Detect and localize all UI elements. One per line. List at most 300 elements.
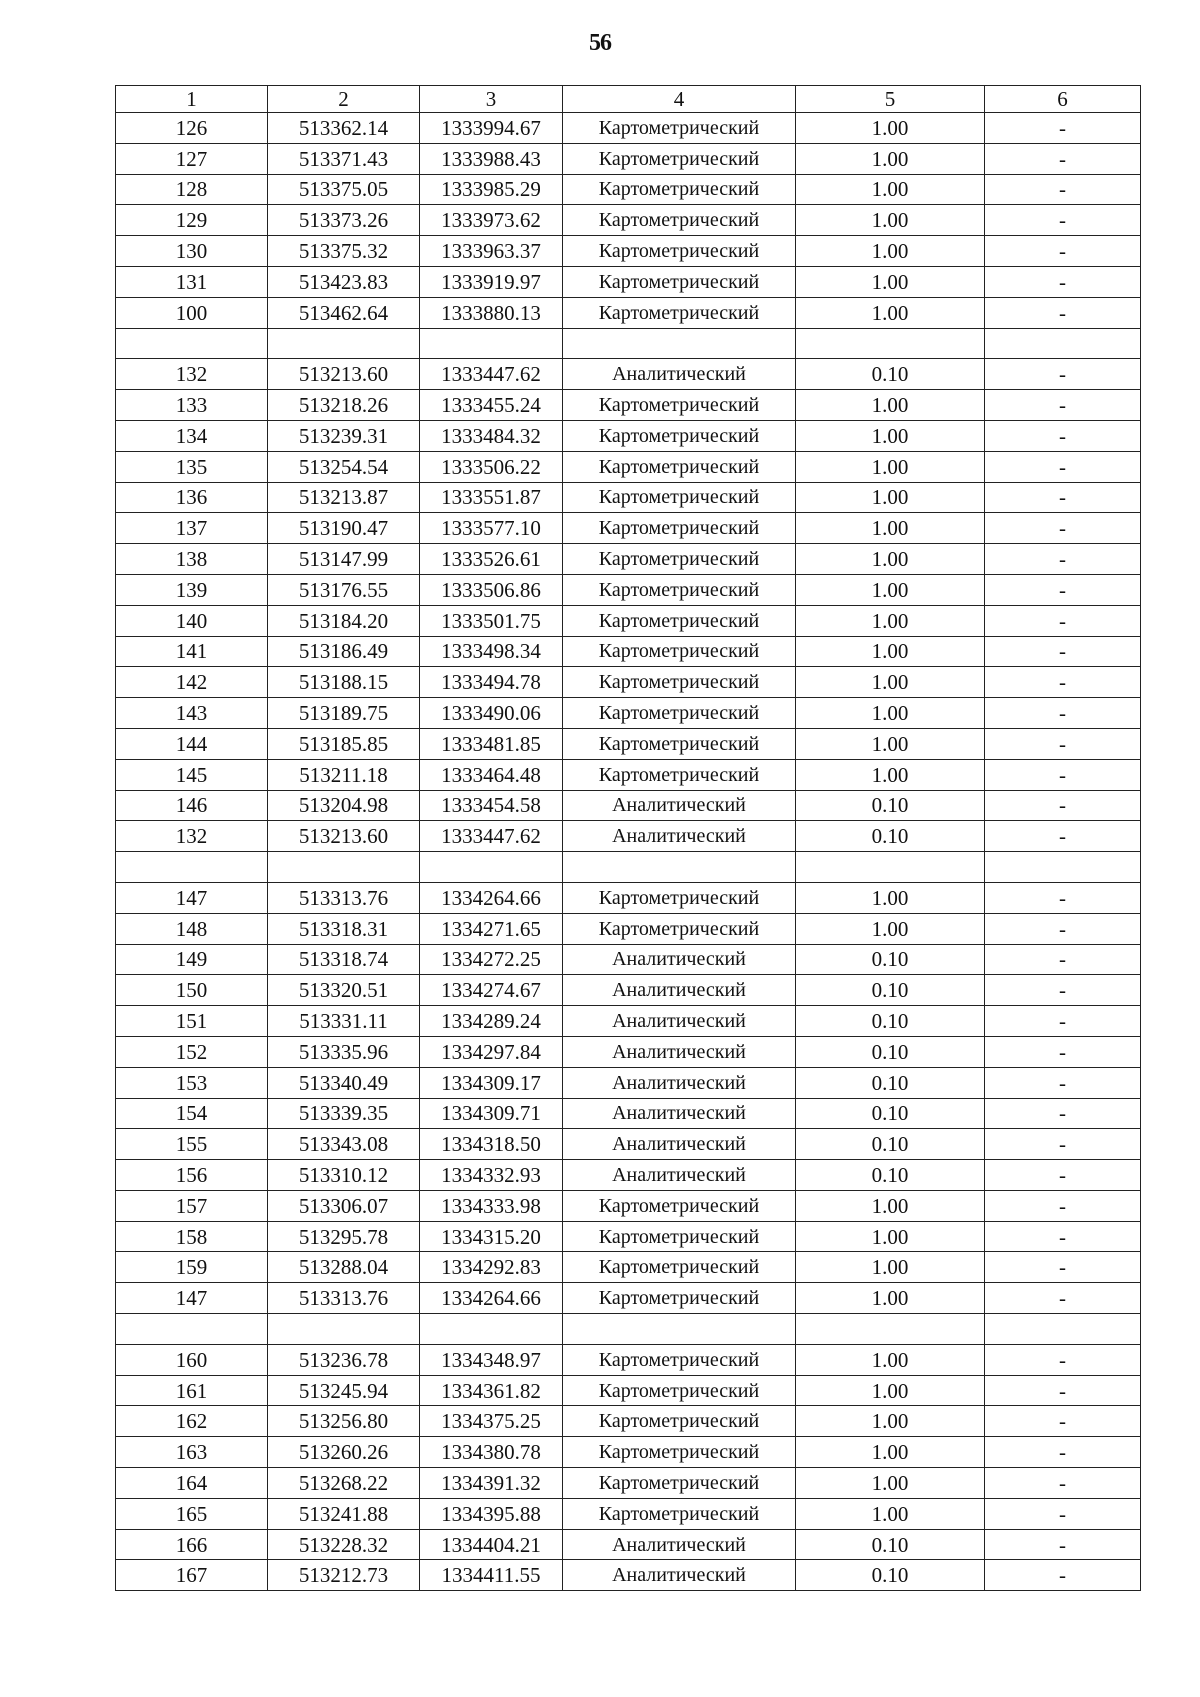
cell-coordinate-y: 1334309.17 <box>420 1067 563 1098</box>
cell-point-number: 133 <box>116 390 268 421</box>
table-row <box>116 1468 1141 1499</box>
cell-accuracy: 1.00 <box>796 1221 985 1252</box>
cell-accuracy: 1.00 <box>796 1406 985 1437</box>
cell-method: Картометрический <box>563 451 796 482</box>
cell-point-number: 135 <box>116 451 268 482</box>
cell-coordinate-x: 513236.78 <box>268 1344 420 1375</box>
cell-point-number <box>116 852 268 883</box>
cell-coordinate-x: 513204.98 <box>268 790 420 821</box>
cell-coordinate-x: 513188.15 <box>268 667 420 698</box>
cell-coordinate-y: 1333464.48 <box>420 759 563 790</box>
cell-accuracy: 0.10 <box>796 359 985 390</box>
cell-point-number: 161 <box>116 1375 268 1406</box>
cell-accuracy: 1.00 <box>796 174 985 205</box>
cell-point-number: 144 <box>116 728 268 759</box>
cell-method <box>563 328 796 359</box>
table-row <box>116 1529 1141 1560</box>
cell-point-number: 167 <box>116 1560 268 1591</box>
table-header <box>116 86 1141 113</box>
cell-coordinate-x: 513239.31 <box>268 420 420 451</box>
table-row <box>116 420 1141 451</box>
cell-coordinate-x: 513313.76 <box>268 882 420 913</box>
cell-coordinate-x: 513241.88 <box>268 1498 420 1529</box>
cell-coordinate-y: 1334271.65 <box>420 913 563 944</box>
cell-method: Картометрический <box>563 882 796 913</box>
cell-method: Аналитический <box>563 1036 796 1067</box>
cell-accuracy: 1.00 <box>796 205 985 236</box>
cell-coordinate-x: 513211.18 <box>268 759 420 790</box>
cell-method: Картометрический <box>563 728 796 759</box>
cell-coordinate-x: 513335.96 <box>268 1036 420 1067</box>
table-row <box>116 1098 1141 1129</box>
cell-method: Картометрический <box>563 574 796 605</box>
cell-accuracy: 0.10 <box>796 1098 985 1129</box>
table-row <box>116 513 1141 544</box>
table-row <box>116 266 1141 297</box>
cell-point-number: 157 <box>116 1190 268 1221</box>
cell-point-number: 148 <box>116 913 268 944</box>
table-row <box>116 1406 1141 1437</box>
cell-coordinate-y: 1334264.66 <box>420 1283 563 1314</box>
table-row <box>116 790 1141 821</box>
cell-coordinate-x: 513186.49 <box>268 636 420 667</box>
cell-accuracy: 0.10 <box>796 1560 985 1591</box>
cell-coordinate-x: 513462.64 <box>268 297 420 328</box>
cell-method: Аналитический <box>563 1160 796 1191</box>
cell-accuracy: 0.10 <box>796 1160 985 1191</box>
cell-method: Картометрический <box>563 297 796 328</box>
cell-point-number: 147 <box>116 1283 268 1314</box>
cell-note: - <box>985 574 1141 605</box>
cell-method: Картометрический <box>563 390 796 421</box>
table-body <box>116 113 1141 1591</box>
cell-point-number: 132 <box>116 821 268 852</box>
cell-accuracy: 1.00 <box>796 667 985 698</box>
cell-note: - <box>985 1129 1141 1160</box>
cell-method: Картометрический <box>563 1468 796 1499</box>
cell-coordinate-x: 513373.26 <box>268 205 420 236</box>
cell-note: - <box>985 544 1141 575</box>
cell-coordinate-y: 1334348.97 <box>420 1344 563 1375</box>
cell-note: - <box>985 1406 1141 1437</box>
cell-point-number <box>116 328 268 359</box>
cell-coordinate-y: 1333985.29 <box>420 174 563 205</box>
table-row <box>116 297 1141 328</box>
cell-coordinate-y: 1334315.20 <box>420 1221 563 1252</box>
cell-coordinate-y: 1333526.61 <box>420 544 563 575</box>
cell-coordinate-x: 513306.07 <box>268 1190 420 1221</box>
cell-coordinate-y: 1333551.87 <box>420 482 563 513</box>
cell-method: Аналитический <box>563 1006 796 1037</box>
cell-coordinate-x: 513254.54 <box>268 451 420 482</box>
cell-accuracy: 1.00 <box>796 636 985 667</box>
table-row <box>116 205 1141 236</box>
table-row <box>116 544 1141 575</box>
cell-note: - <box>985 1344 1141 1375</box>
cell-accuracy: 1.00 <box>796 1375 985 1406</box>
cell-coordinate-x: 513218.26 <box>268 390 420 421</box>
header-row <box>116 86 1141 113</box>
cell-note: - <box>985 944 1141 975</box>
cell-point-number: 134 <box>116 420 268 451</box>
cell-method: Картометрический <box>563 513 796 544</box>
page-number: 56 <box>589 30 611 56</box>
cell-method <box>563 852 796 883</box>
cell-coordinate-y: 1333880.13 <box>420 297 563 328</box>
cell-coordinate-x: 513213.87 <box>268 482 420 513</box>
cell-accuracy: 1.00 <box>796 297 985 328</box>
cell-coordinate-y: 1334333.98 <box>420 1190 563 1221</box>
cell-note: - <box>985 266 1141 297</box>
cell-accuracy: 1.00 <box>796 113 985 144</box>
cell-note: - <box>985 113 1141 144</box>
cell-coordinate-x <box>268 1314 420 1345</box>
cell-method: Картометрический <box>563 1344 796 1375</box>
cell-note: - <box>985 882 1141 913</box>
cell-note <box>985 852 1141 883</box>
cell-point-number: 162 <box>116 1406 268 1437</box>
cell-accuracy: 1.00 <box>796 1344 985 1375</box>
cell-coordinate-y: 1334289.24 <box>420 1006 563 1037</box>
cell-note: - <box>985 1190 1141 1221</box>
cell-coordinate-y: 1334395.88 <box>420 1498 563 1529</box>
table-row <box>116 1221 1141 1252</box>
cell-accuracy <box>796 852 985 883</box>
cell-accuracy: 0.10 <box>796 944 985 975</box>
cell-point-number: 140 <box>116 605 268 636</box>
cell-note: - <box>985 1098 1141 1129</box>
cell-note: - <box>985 1529 1141 1560</box>
cell-coordinate-y: 1334318.50 <box>420 1129 563 1160</box>
cell-note: - <box>985 1283 1141 1314</box>
cell-coordinate-y: 1334264.66 <box>420 882 563 913</box>
cell-coordinate-y: 1334380.78 <box>420 1437 563 1468</box>
cell-point-number: 100 <box>116 297 268 328</box>
cell-note: - <box>985 1498 1141 1529</box>
table-row <box>116 1437 1141 1468</box>
cell-note: - <box>985 759 1141 790</box>
column-header-3: 3 <box>420 86 563 113</box>
cell-coordinate-y: 1334332.93 <box>420 1160 563 1191</box>
cell-method: Аналитический <box>563 1129 796 1160</box>
cell-accuracy: 1.00 <box>796 1190 985 1221</box>
cell-point-number: 165 <box>116 1498 268 1529</box>
cell-method: Картометрический <box>563 605 796 636</box>
cell-note: - <box>985 297 1141 328</box>
cell-coordinate-y <box>420 328 563 359</box>
cell-point-number: 145 <box>116 759 268 790</box>
cell-coordinate-y <box>420 852 563 883</box>
cell-note: - <box>985 1560 1141 1591</box>
cell-note: - <box>985 975 1141 1006</box>
cell-method: Картометрический <box>563 1375 796 1406</box>
cell-note: - <box>985 390 1141 421</box>
cell-method: Картометрический <box>563 1406 796 1437</box>
cell-method: Картометрический <box>563 1190 796 1221</box>
cell-coordinate-x: 513260.26 <box>268 1437 420 1468</box>
cell-coordinate-x: 513375.32 <box>268 236 420 267</box>
table-row <box>116 636 1141 667</box>
coordinates-table <box>115 85 1141 1591</box>
table-row <box>116 359 1141 390</box>
cell-coordinate-y: 1334411.55 <box>420 1560 563 1591</box>
cell-point-number: 131 <box>116 266 268 297</box>
cell-point-number: 139 <box>116 574 268 605</box>
cell-method: Картометрический <box>563 266 796 297</box>
cell-coordinate-x: 513228.32 <box>268 1529 420 1560</box>
cell-accuracy: 0.10 <box>796 1129 985 1160</box>
table-row <box>116 1036 1141 1067</box>
cell-coordinate-x: 513268.22 <box>268 1468 420 1499</box>
cell-method: Аналитический <box>563 821 796 852</box>
cell-note: - <box>985 1468 1141 1499</box>
cell-method: Картометрический <box>563 205 796 236</box>
cell-accuracy: 1.00 <box>796 1468 985 1499</box>
cell-coordinate-y: 1333919.97 <box>420 266 563 297</box>
table-row <box>116 667 1141 698</box>
cell-coordinate-x: 513213.60 <box>268 359 420 390</box>
cell-accuracy: 1.00 <box>796 1283 985 1314</box>
cell-accuracy: 1.00 <box>796 913 985 944</box>
table-row <box>116 698 1141 729</box>
column-header-5: 5 <box>796 86 985 113</box>
table-row <box>116 1252 1141 1283</box>
cell-note: - <box>985 482 1141 513</box>
cell-coordinate-x: 513256.80 <box>268 1406 420 1437</box>
cell-coordinate-y: 1334272.25 <box>420 944 563 975</box>
cell-accuracy: 1.00 <box>796 574 985 605</box>
cell-point-number: 128 <box>116 174 268 205</box>
cell-method: Картометрический <box>563 636 796 667</box>
cell-accuracy <box>796 1314 985 1345</box>
cell-accuracy: 1.00 <box>796 482 985 513</box>
cell-point-number: 158 <box>116 1221 268 1252</box>
cell-accuracy: 0.10 <box>796 1067 985 1098</box>
cell-coordinate-x: 513371.43 <box>268 143 420 174</box>
cell-method: Картометрический <box>563 236 796 267</box>
table-row <box>116 574 1141 605</box>
cell-coordinate-y: 1334309.71 <box>420 1098 563 1129</box>
table-row-separator <box>116 852 1141 883</box>
cell-accuracy: 1.00 <box>796 759 985 790</box>
cell-coordinate-y: 1334274.67 <box>420 975 563 1006</box>
cell-accuracy: 1.00 <box>796 390 985 421</box>
cell-coordinate-y: 1333577.10 <box>420 513 563 544</box>
cell-accuracy: 1.00 <box>796 420 985 451</box>
table-row <box>116 1560 1141 1591</box>
cell-coordinate-x: 513310.12 <box>268 1160 420 1191</box>
cell-coordinate-x: 513375.05 <box>268 174 420 205</box>
table-row <box>116 174 1141 205</box>
cell-accuracy: 1.00 <box>796 266 985 297</box>
cell-coordinate-y: 1333994.67 <box>420 113 563 144</box>
cell-coordinate-y: 1333501.75 <box>420 605 563 636</box>
cell-point-number: 147 <box>116 882 268 913</box>
cell-method: Картометрический <box>563 174 796 205</box>
cell-coordinate-x: 513185.85 <box>268 728 420 759</box>
cell-point-number: 146 <box>116 790 268 821</box>
cell-point-number: 164 <box>116 1468 268 1499</box>
cell-accuracy: 1.00 <box>796 728 985 759</box>
cell-method: Аналитический <box>563 1098 796 1129</box>
cell-point-number: 160 <box>116 1344 268 1375</box>
cell-accuracy: 1.00 <box>796 1498 985 1529</box>
cell-note: - <box>985 174 1141 205</box>
cell-note: - <box>985 1160 1141 1191</box>
cell-method: Картометрический <box>563 913 796 944</box>
cell-point-number: 156 <box>116 1160 268 1191</box>
cell-note: - <box>985 1006 1141 1037</box>
cell-coordinate-x <box>268 852 420 883</box>
cell-coordinate-y: 1334292.83 <box>420 1252 563 1283</box>
cell-coordinate-x: 513318.74 <box>268 944 420 975</box>
cell-coordinate-y: 1333494.78 <box>420 667 563 698</box>
table-row <box>116 759 1141 790</box>
cell-method: Картометрический <box>563 698 796 729</box>
cell-coordinate-x: 513331.11 <box>268 1006 420 1037</box>
cell-accuracy: 0.10 <box>796 821 985 852</box>
cell-accuracy: 0.10 <box>796 1006 985 1037</box>
cell-coordinate-y: 1333455.24 <box>420 390 563 421</box>
table-row <box>116 975 1141 1006</box>
cell-coordinate-x: 513343.08 <box>268 1129 420 1160</box>
cell-accuracy: 1.00 <box>796 236 985 267</box>
cell-method: Картометрический <box>563 1221 796 1252</box>
cell-coordinate-y: 1333481.85 <box>420 728 563 759</box>
cell-method: Аналитический <box>563 975 796 1006</box>
cell-accuracy: 1.00 <box>796 1437 985 1468</box>
cell-point-number: 159 <box>116 1252 268 1283</box>
table-row <box>116 1160 1141 1191</box>
cell-accuracy: 1.00 <box>796 1252 985 1283</box>
cell-coordinate-x: 513288.04 <box>268 1252 420 1283</box>
table-row <box>116 1498 1141 1529</box>
cell-method: Аналитический <box>563 1560 796 1591</box>
cell-coordinate-y: 1333447.62 <box>420 821 563 852</box>
cell-coordinate-x: 513362.14 <box>268 113 420 144</box>
cell-coordinate-y: 1333963.37 <box>420 236 563 267</box>
cell-coordinate-x: 513213.60 <box>268 821 420 852</box>
cell-point-number: 138 <box>116 544 268 575</box>
cell-method: Картометрический <box>563 143 796 174</box>
cell-accuracy: 1.00 <box>796 451 985 482</box>
table-row <box>116 882 1141 913</box>
cell-coordinate-x: 513423.83 <box>268 266 420 297</box>
cell-coordinate-y: 1333506.22 <box>420 451 563 482</box>
cell-method: Картометрический <box>563 1283 796 1314</box>
cell-method: Аналитический <box>563 1529 796 1560</box>
cell-coordinate-y: 1333973.62 <box>420 205 563 236</box>
cell-coordinate-y: 1334404.21 <box>420 1529 563 1560</box>
cell-note: - <box>985 1437 1141 1468</box>
cell-note: - <box>985 636 1141 667</box>
cell-method: Аналитический <box>563 944 796 975</box>
column-header-2: 2 <box>268 86 420 113</box>
cell-note: - <box>985 605 1141 636</box>
cell-accuracy: 0.10 <box>796 1529 985 1560</box>
cell-point-number <box>116 1314 268 1345</box>
cell-coordinate-y: 1334391.32 <box>420 1468 563 1499</box>
cell-note: - <box>985 236 1141 267</box>
cell-note <box>985 1314 1141 1345</box>
cell-coordinate-y: 1333490.06 <box>420 698 563 729</box>
cell-method: Аналитический <box>563 790 796 821</box>
cell-method: Аналитический <box>563 1067 796 1098</box>
cell-method: Картометрический <box>563 482 796 513</box>
cell-coordinate-x: 513184.20 <box>268 605 420 636</box>
cell-method: Картометрический <box>563 1498 796 1529</box>
cell-method: Картометрический <box>563 1437 796 1468</box>
cell-point-number: 136 <box>116 482 268 513</box>
cell-coordinate-y: 1333506.86 <box>420 574 563 605</box>
cell-note: - <box>985 728 1141 759</box>
cell-coordinate-y: 1333498.34 <box>420 636 563 667</box>
cell-accuracy: 1.00 <box>796 698 985 729</box>
cell-note: - <box>985 143 1141 174</box>
cell-note: - <box>985 698 1141 729</box>
cell-coordinate-x <box>268 328 420 359</box>
table-row-separator <box>116 328 1141 359</box>
cell-coordinate-x: 513295.78 <box>268 1221 420 1252</box>
cell-point-number: 150 <box>116 975 268 1006</box>
cell-point-number: 126 <box>116 113 268 144</box>
cell-coordinate-x: 513189.75 <box>268 698 420 729</box>
cell-method: Картометрический <box>563 544 796 575</box>
cell-accuracy: 0.10 <box>796 1036 985 1067</box>
cell-point-number: 141 <box>116 636 268 667</box>
column-header-1: 1 <box>116 86 268 113</box>
cell-coordinate-x: 513320.51 <box>268 975 420 1006</box>
cell-note: - <box>985 1221 1141 1252</box>
cell-method: Картометрический <box>563 420 796 451</box>
column-header-4: 4 <box>563 86 796 113</box>
table-row <box>116 143 1141 174</box>
table-row <box>116 1129 1141 1160</box>
table-row <box>116 913 1141 944</box>
table-row <box>116 482 1141 513</box>
table-row <box>116 1344 1141 1375</box>
cell-note: - <box>985 451 1141 482</box>
cell-point-number: 149 <box>116 944 268 975</box>
table-row <box>116 236 1141 267</box>
cell-note: - <box>985 513 1141 544</box>
cell-point-number: 154 <box>116 1098 268 1129</box>
cell-point-number: 152 <box>116 1036 268 1067</box>
table-row <box>116 728 1141 759</box>
cell-point-number: 142 <box>116 667 268 698</box>
cell-note: - <box>985 1036 1141 1067</box>
table-row <box>116 944 1141 975</box>
cell-coordinate-y: 1334297.84 <box>420 1036 563 1067</box>
cell-coordinate-x: 513176.55 <box>268 574 420 605</box>
cell-accuracy: 1.00 <box>796 544 985 575</box>
cell-accuracy: 1.00 <box>796 513 985 544</box>
cell-point-number: 163 <box>116 1437 268 1468</box>
cell-coordinate-x: 513212.73 <box>268 1560 420 1591</box>
cell-coordinate-x: 513245.94 <box>268 1375 420 1406</box>
cell-note: - <box>985 1252 1141 1283</box>
table-row <box>116 113 1141 144</box>
cell-note: - <box>985 913 1141 944</box>
cell-coordinate-x: 513313.76 <box>268 1283 420 1314</box>
cell-point-number: 151 <box>116 1006 268 1037</box>
cell-note: - <box>985 667 1141 698</box>
table-row-separator <box>116 1314 1141 1345</box>
cell-coordinate-y: 1334375.25 <box>420 1406 563 1437</box>
cell-coordinate-x: 513339.35 <box>268 1098 420 1129</box>
cell-coordinate-y <box>420 1314 563 1345</box>
table-row <box>116 451 1141 482</box>
